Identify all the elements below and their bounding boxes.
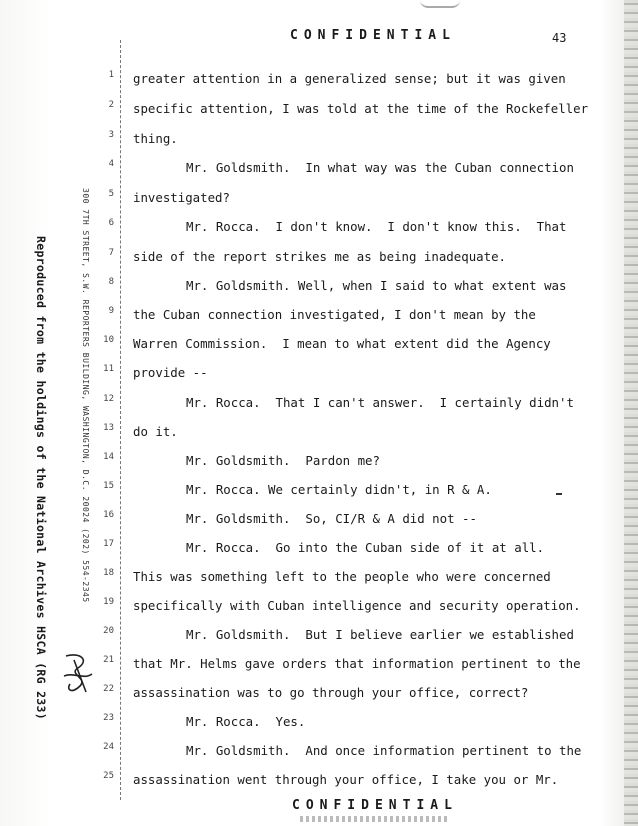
line-number: 9 (108, 306, 114, 316)
transcript-line: Mr. Rocca. Yes. (186, 714, 306, 729)
line-number: 2 (108, 100, 114, 110)
line-number: 10 (103, 335, 114, 345)
transcript-line: specific attention, I was told at the time of the Rockefeller (133, 101, 589, 116)
line-number: 7 (108, 248, 114, 258)
reproduction-note: Reproduced from the holdings of the National Archives HSCA (RG 233) (34, 236, 48, 720)
line-number: 13 (103, 423, 114, 433)
line-number: 16 (103, 510, 114, 520)
line-number: 23 (103, 713, 114, 723)
line-number: 4 (108, 159, 114, 169)
transcript-line: greater attention in a generalized sense; but it was given (133, 71, 566, 86)
stray-mark (556, 493, 562, 495)
transcript-line: Mr. Rocca. Go into the Cuban side of it at all. (186, 540, 545, 555)
line-number: 24 (103, 742, 114, 752)
transcript-line: Mr. Rocca. We certainly didn't, in R & A. (186, 482, 492, 497)
line-number: 22 (103, 684, 114, 694)
transcript-line: Mr. Goldsmith. So, CI/R & A did not -- (186, 511, 477, 526)
line-number: 18 (103, 568, 114, 578)
line-number: 20 (103, 626, 114, 636)
transcript-line: thing. (133, 131, 178, 146)
transcript-line: This was something left to the people who were concerned (133, 569, 551, 584)
line-number: 19 (103, 597, 114, 607)
signature-stamp (60, 650, 96, 698)
transcript-line: investigated? (133, 190, 230, 205)
transcript-line: Mr. Rocca. That I can't answer. I certainly didn't (186, 395, 574, 410)
transcript-line: do it. (133, 424, 178, 439)
transcript-line: side of the report strikes me as being inadequate. (133, 249, 506, 264)
line-number: 1 (108, 70, 114, 80)
reporter-address: 300 7TH STREET, S.W. REPORTERS BUILDING, WASHINGTON, D.C. 20024 (202) 554-2345 (81, 188, 90, 603)
line-number: 17 (103, 539, 114, 549)
page-number: 43 (552, 31, 567, 45)
transcript-line: Mr. Goldsmith. Pardon me? (186, 453, 380, 468)
transcript-line: Mr. Goldsmith. But I believe earlier we established (186, 627, 574, 642)
transcript-line: assassination went through your office, I take you or Mr. (133, 772, 559, 787)
line-number: 14 (103, 452, 114, 462)
line-number: 11 (103, 364, 114, 374)
line-number: 15 (103, 481, 114, 491)
transcript-line: Mr. Goldsmith. Well, when I said to what extent was (186, 278, 567, 293)
line-number: 3 (108, 130, 114, 140)
line-number: 25 (103, 771, 114, 781)
scan-mark (420, 0, 460, 8)
transcript-line: Mr. Goldsmith. In what way was the Cuban connection (186, 160, 574, 175)
header-confidential: CONFIDENTIAL (290, 28, 456, 43)
line-number: 6 (108, 218, 114, 228)
transcript-line: provide -- (133, 365, 208, 380)
transcript-line: Mr. Goldsmith. And once information pertinent to the (186, 743, 582, 758)
transcript-line: that Mr. Helms gave orders that information pertinent to the (133, 656, 581, 671)
margin-rule (120, 40, 121, 800)
line-number: 12 (103, 394, 114, 404)
scan-bleed (300, 816, 450, 822)
transcript-line: assassination was to go through your office, correct? (133, 685, 529, 700)
footer-confidential: CONFIDENTIAL (292, 798, 458, 813)
transcript-line: Warren Commission. I mean to what extent did the Agency (133, 336, 551, 351)
line-number: 8 (108, 277, 114, 287)
scan-edge (624, 0, 638, 826)
transcript-line: the Cuban connection investigated, I don't mean by the (133, 307, 536, 322)
transcript-line: specifically with Cuban intelligence and security operation. (133, 598, 581, 613)
line-number: 21 (103, 655, 114, 665)
line-number: 5 (108, 189, 114, 199)
transcript-line: Mr. Rocca. I don't know. I don't know this. That (186, 219, 567, 234)
